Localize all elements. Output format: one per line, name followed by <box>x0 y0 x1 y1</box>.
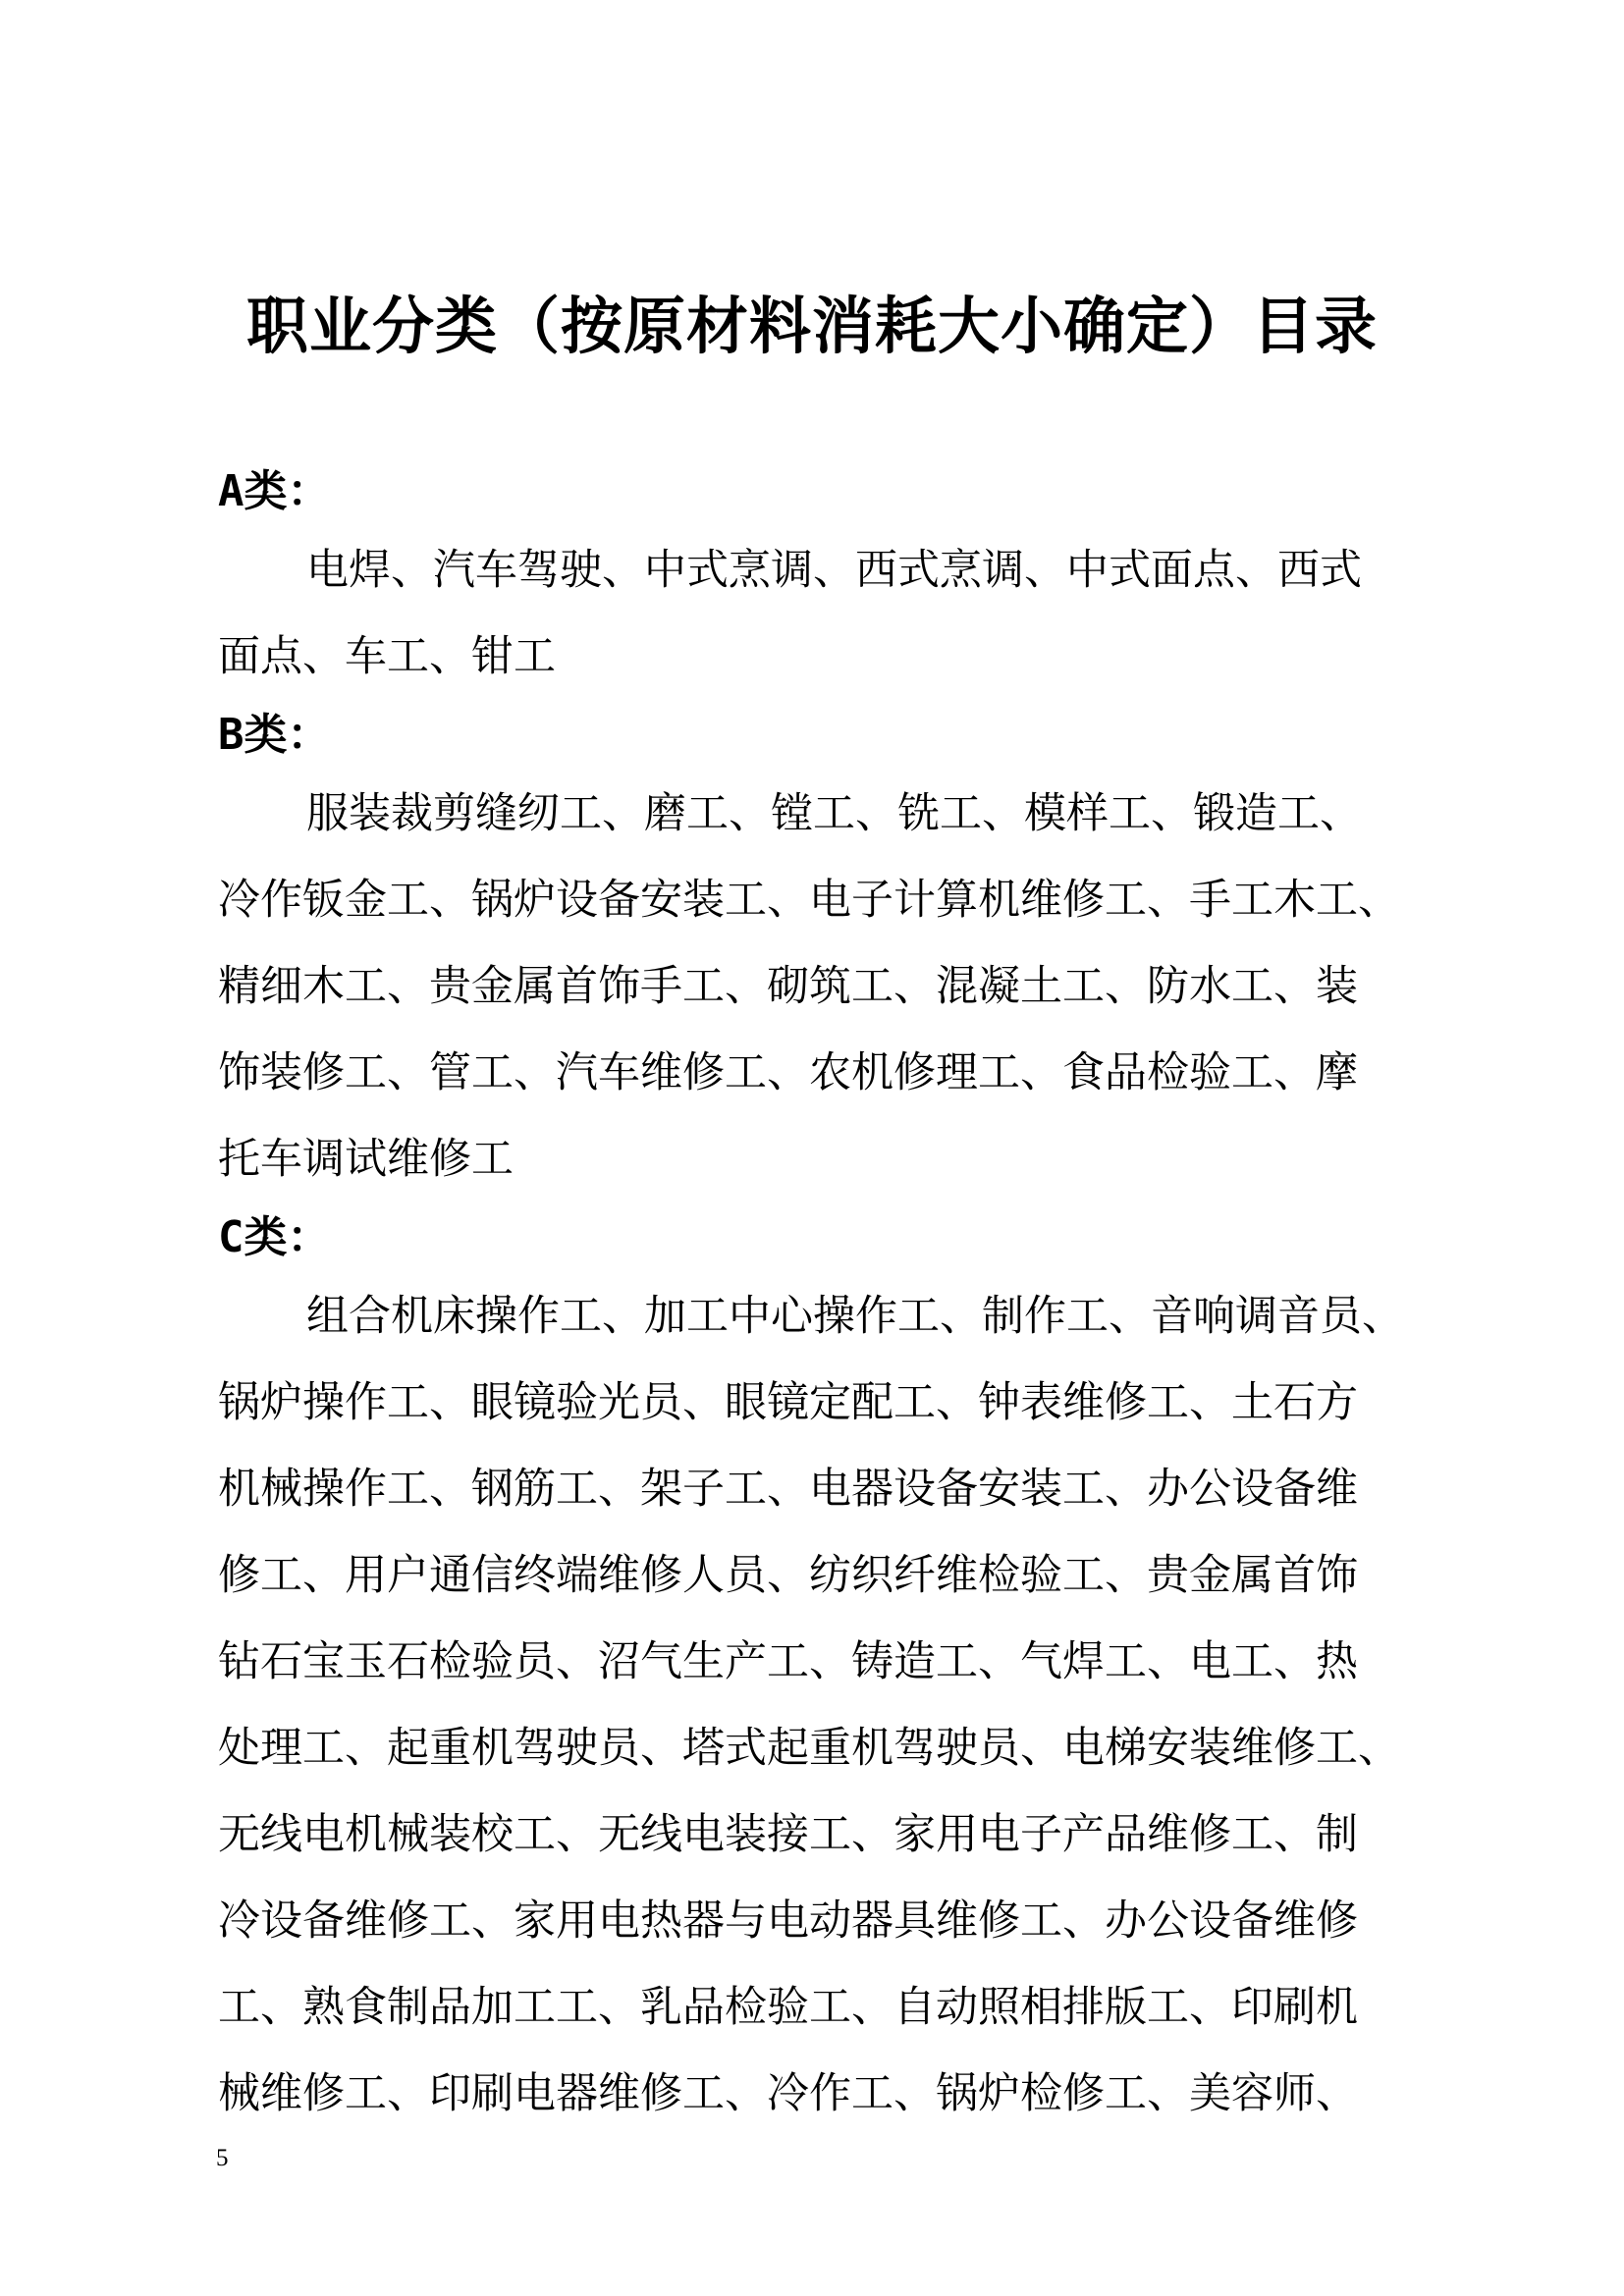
category-body <box>218 771 1416 1202</box>
category-label: B类： <box>218 710 331 760</box>
body-line: 工、熟食制品加工工、乳品检验工、自动照相排版工、印刷机 <box>218 1983 1358 2032</box>
category-b <box>218 700 1416 1202</box>
body-line: 饰装修工、管工、汽车维修工、农机修理工、食品检验工、摩 <box>218 1048 1358 1097</box>
body-line: 服装裁剪缝纫工、磨工、镗工、铣工、模样工、锻造工、 <box>306 789 1362 838</box>
body-line: 修工、用户通信终端维修人员、纺织纤维检验工、贵金属首饰 <box>218 1551 1358 1600</box>
body-line: 钻石宝玉石检验员、沼气生产工、铸造工、气焊工、电工、热 <box>218 1637 1358 1686</box>
category-body <box>218 527 1416 700</box>
body-line: 精细木工、贵金属首饰手工、砌筑工、混凝土工、防水工、装 <box>218 962 1358 1011</box>
page-number: 5 <box>216 2145 229 2171</box>
body-line: 机械操作工、钢筋工、架子工、电器设备安装工、办公设备维 <box>218 1465 1358 1514</box>
body-line: 面点、车工、钳工 <box>218 632 556 681</box>
category-c <box>218 1202 1416 2137</box>
category-list <box>218 456 1416 2137</box>
body-line: 无线电机械装校工、无线电装接工、家用电子产品维修工、制 <box>218 1810 1358 1859</box>
body-line: 械维修工、印刷电器维修工、冷作工、锅炉检修工、美容师、 <box>218 2069 1358 2118</box>
page-title: 职业分类（按原材料消耗大小确定）目录 <box>246 291 1378 362</box>
category-label: A类： <box>218 466 331 516</box>
body-line: 托车调试维修工 <box>218 1135 514 1184</box>
body-line: 冷设备维修工、家用电热器与电动器具维修工、办公设备维修 <box>218 1896 1358 1946</box>
body-line: 处理工、起重机驾驶员、塔式起重机驾驶员、电梯安装维修工、 <box>218 1724 1400 1773</box>
body-line: 锅炉操作工、眼镜验光员、眼镜定配工、钟表维修工、土石方 <box>218 1378 1358 1427</box>
category-body <box>218 1273 1416 2137</box>
body-line: 冷作钣金工、锅炉设备安装工、电子计算机维修工、手工木工、 <box>218 876 1400 925</box>
body-line: 电焊、汽车驾驶、中式烹调、西式烹调、中式面点、西式 <box>306 546 1362 595</box>
body-line: 组合机床操作工、加工中心操作工、制作工、音响调音员、 <box>306 1292 1404 1341</box>
category-a <box>218 456 1416 700</box>
category-label: C类： <box>218 1212 331 1262</box>
